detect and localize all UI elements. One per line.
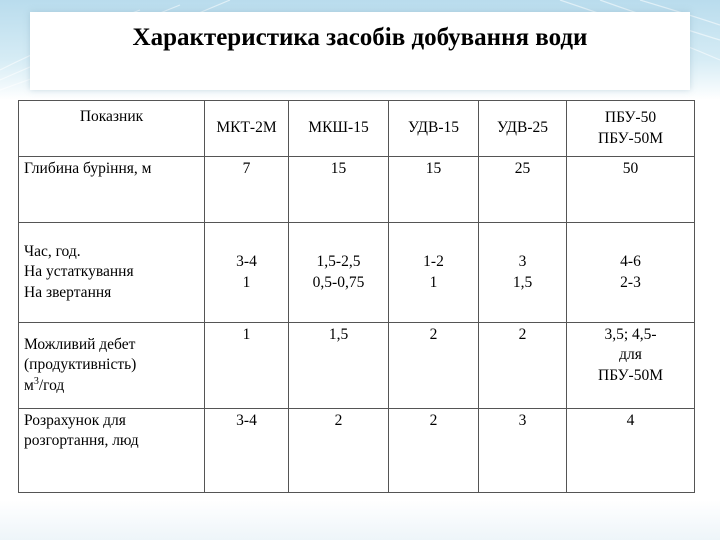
table-row <box>19 323 695 409</box>
table-cell: 15 <box>389 157 479 223</box>
page-title: Характеристика засобів добування води <box>132 24 588 51</box>
table-cell: 1 <box>205 323 289 409</box>
table-row <box>19 223 695 323</box>
table-cell: 1,5-2,5 0,5-0,75 <box>289 223 389 323</box>
row-label-unit-tail: /год <box>38 376 65 394</box>
table-cell: 1-2 1 <box>389 223 479 323</box>
row-label <box>19 323 205 409</box>
footer-background <box>0 500 720 540</box>
water-extraction-table <box>18 100 695 493</box>
table-cell: 7 <box>205 157 289 223</box>
table-header-row <box>19 101 695 157</box>
table-cell: 3-4 <box>205 409 289 493</box>
row-label-line: (продуктивність) <box>24 356 137 374</box>
table-cell: 3-4 1 <box>205 223 289 323</box>
column-header: ПБУ-50 ПБУ-50М <box>567 101 695 157</box>
row-label-line: Можливий дебет <box>24 335 136 353</box>
table-cell: 2 <box>289 409 389 493</box>
column-header: МКШ-15 <box>289 101 389 157</box>
table-cell: 3 <box>479 409 567 493</box>
row-label-unit: м <box>24 376 34 394</box>
column-header: МКТ-2М <box>205 101 289 157</box>
table-cell: 2 <box>389 323 479 409</box>
row-label: Час, год. На устаткування На звертання <box>19 223 205 323</box>
table-cell: 15 <box>289 157 389 223</box>
table-cell: 4-6 2-3 <box>567 223 695 323</box>
table-cell: 4 <box>567 409 695 493</box>
unit-exponent: 3 <box>33 375 39 387</box>
table-cell: 25 <box>479 157 567 223</box>
table-cell: 50 <box>567 157 695 223</box>
corner-header: Показник <box>19 101 205 157</box>
table-cell: 2 <box>479 323 567 409</box>
table-row <box>19 157 695 223</box>
table-cell: 1,5 <box>289 323 389 409</box>
table-cell: 3,5; 4,5- для ПБУ-50М <box>567 323 695 409</box>
row-label: Розрахунок для розгортання, люд <box>19 409 205 493</box>
row-label: Глибина буріння, м <box>19 157 205 223</box>
table-row <box>19 409 695 493</box>
column-header: УДВ-15 <box>389 101 479 157</box>
table-cell: 2 <box>389 409 479 493</box>
table-cell: 3 1,5 <box>479 223 567 323</box>
column-header: УДВ-25 <box>479 101 567 157</box>
